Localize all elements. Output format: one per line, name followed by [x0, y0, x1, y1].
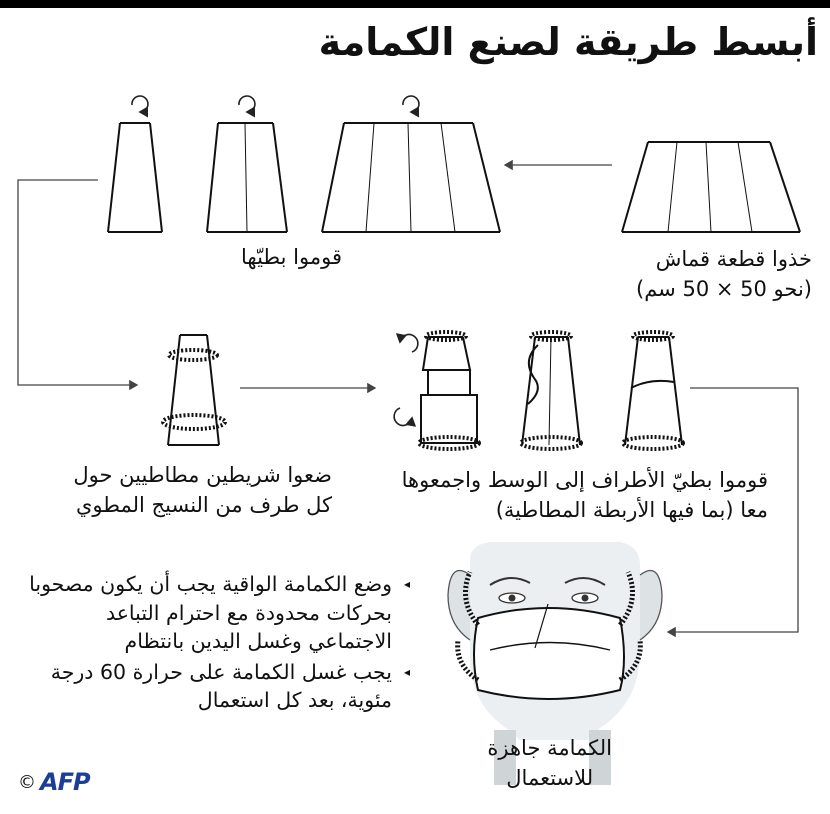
safety-notes: [20, 570, 410, 717]
rotate-icon: [239, 96, 255, 112]
step-take-fabric-label: [636, 244, 812, 304]
step-ready-line1: الكمامة جاهزة: [487, 736, 612, 760]
fold-stage-narrow-drawing: [108, 123, 162, 232]
step-take-fabric-line1: خذوا قطعة قماش: [655, 247, 812, 271]
step-fold-edges-line1: قوموا بطيّ الأطراف إلى الوسط واجمعوها: [401, 468, 768, 492]
step-take-fabric-line2: (نحو 50 × 50 سم): [636, 277, 812, 301]
step-ready-line2: للاستعمال: [506, 766, 594, 790]
step-elastics-line2: كل طرف من النسيج المطوي: [76, 493, 332, 517]
step-fold-label: [241, 242, 342, 272]
credit: [18, 768, 90, 796]
safety-note: [20, 658, 410, 715]
safety-note-text: يجب غسل الكمامة على حرارة 60 درجة مئوية، بعد كل استعمال: [50, 659, 392, 712]
step-elastics-line1: ضعوا شريطين مطاطيين حول: [73, 463, 332, 487]
afp-logo: AFP: [40, 768, 90, 796]
elastic-bands-drawing: [163, 335, 225, 445]
step-ready-label: [487, 733, 612, 793]
rotate-icon: [394, 408, 412, 425]
fabric-sheet-drawing: [622, 142, 800, 232]
step-elastics-label: [73, 460, 332, 520]
step-fold-edges-line2: معا (بما فيها الأربطة المطاطية): [495, 498, 768, 522]
step-fold-line1: قوموا بطيّها: [241, 245, 342, 269]
fold-edges-stage-3-drawing: [623, 332, 683, 449]
fold-stage-wide-drawing: [322, 123, 500, 232]
safety-note-text: وضع الكمامة الواقية يجب أن يكون مصحوبا بحركات محدودة مع احترام التباعد الاجتماعي وغسل اليدين بانتظام: [29, 572, 392, 653]
step-fold-edges-label: [402, 465, 768, 525]
rotate-icon: [403, 96, 419, 112]
fold-stage-medium-drawing: [207, 123, 287, 232]
fold-edges-stage-2-drawing: [521, 332, 581, 449]
rotate-icon: [400, 335, 418, 352]
bullet-icon: ◂: [403, 664, 410, 679]
bullet-icon: ◂: [403, 577, 410, 591]
connector-arrow-fold-to-elastics: [18, 180, 137, 385]
rotate-icon: [132, 96, 148, 112]
safety-note: [20, 570, 410, 656]
page-title: أبسط طريقة لصنع الكمامة: [318, 20, 818, 64]
copyright-symbol: ©: [18, 771, 36, 793]
fold-edges-stage-1-drawing: [419, 332, 479, 449]
